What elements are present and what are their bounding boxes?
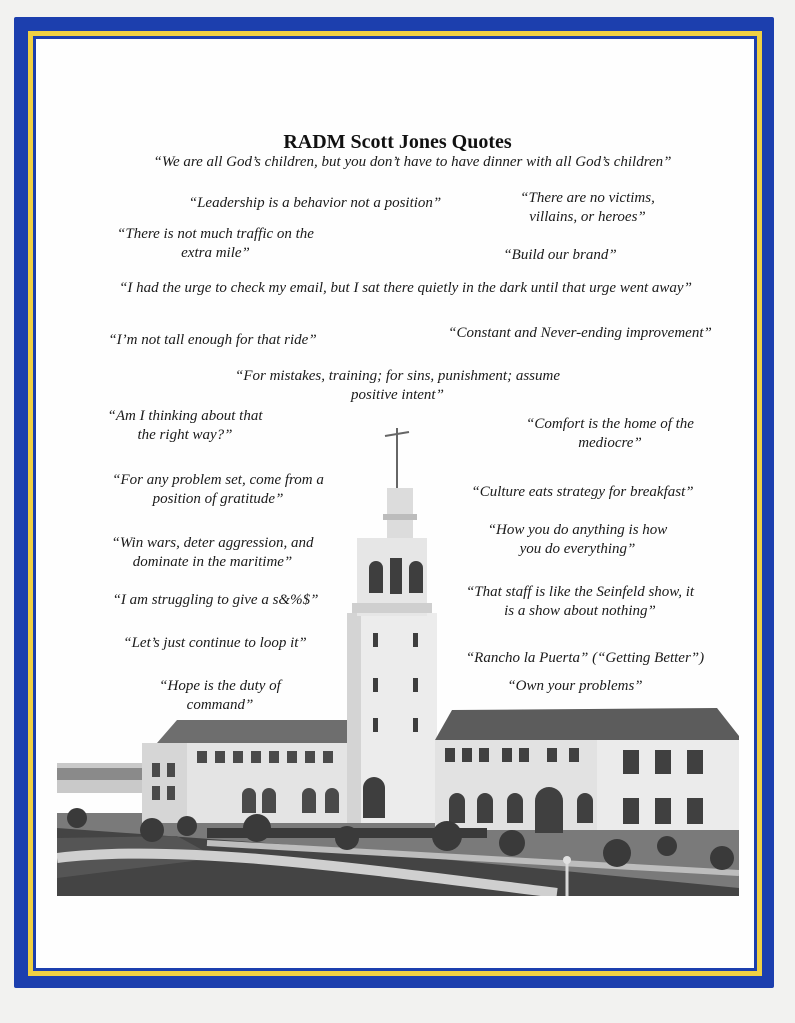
quote-own-problems: “Own your problems” (507, 678, 643, 694)
quote-mistakes: “For mistakes, training; for sins, punishment; assume positive intent” (234, 368, 560, 403)
quote-tall-enough: “I’m not tall enough for that ride” (108, 332, 317, 348)
quote-no-victims: “There are no victims, villains, or heroes” (520, 190, 655, 225)
quote-seinfeld: “That staff is like the Seinfeld show, it is a show about nothing” (465, 584, 695, 619)
page-title: RADM Scott Jones Quotes (283, 131, 512, 153)
quote-win-wars: “Win wars, deter aggression, and dominate in the maritime” (111, 535, 314, 570)
quote-how-you-do: “How you do anything is how you do everything” (487, 522, 668, 557)
quote-extra-mile: “There is not much traffic on the extra mile” (117, 226, 314, 261)
quote-hope: “Hope is the duty of command” (159, 678, 281, 713)
quote-brand: “Build our brand” (503, 247, 617, 263)
quote-comfort: “Comfort is the home of the mediocre” (526, 416, 694, 451)
quote-rancho: “Rancho la Puerta” (“Getting Better”) (465, 650, 705, 666)
quote-culture: “Culture eats strategy for breakfast” (471, 484, 694, 500)
quote-dinner: “We are all God’s children, but you don’t have to have dinner with all God’s children” (153, 154, 672, 170)
quote-thinking: “Am I thinking about that the right way?” (107, 408, 263, 443)
quote-struggling: “I am struggling to give a s&%$” (112, 592, 319, 608)
building-photo (57, 418, 739, 896)
quote-leadership: “Leadership is a behavior not a position” (188, 195, 442, 211)
quote-loop-it: “Let’s just continue to loop it” (123, 635, 307, 651)
quote-email: “I had the urge to check my email, but I sat there quietly in the dark until that urge went away” (119, 280, 692, 296)
quote-gratitude: “For any problem set, come from a position of gratitude” (112, 472, 324, 507)
quote-constant-improvement: “Constant and Never-ending improvement” (448, 325, 712, 341)
